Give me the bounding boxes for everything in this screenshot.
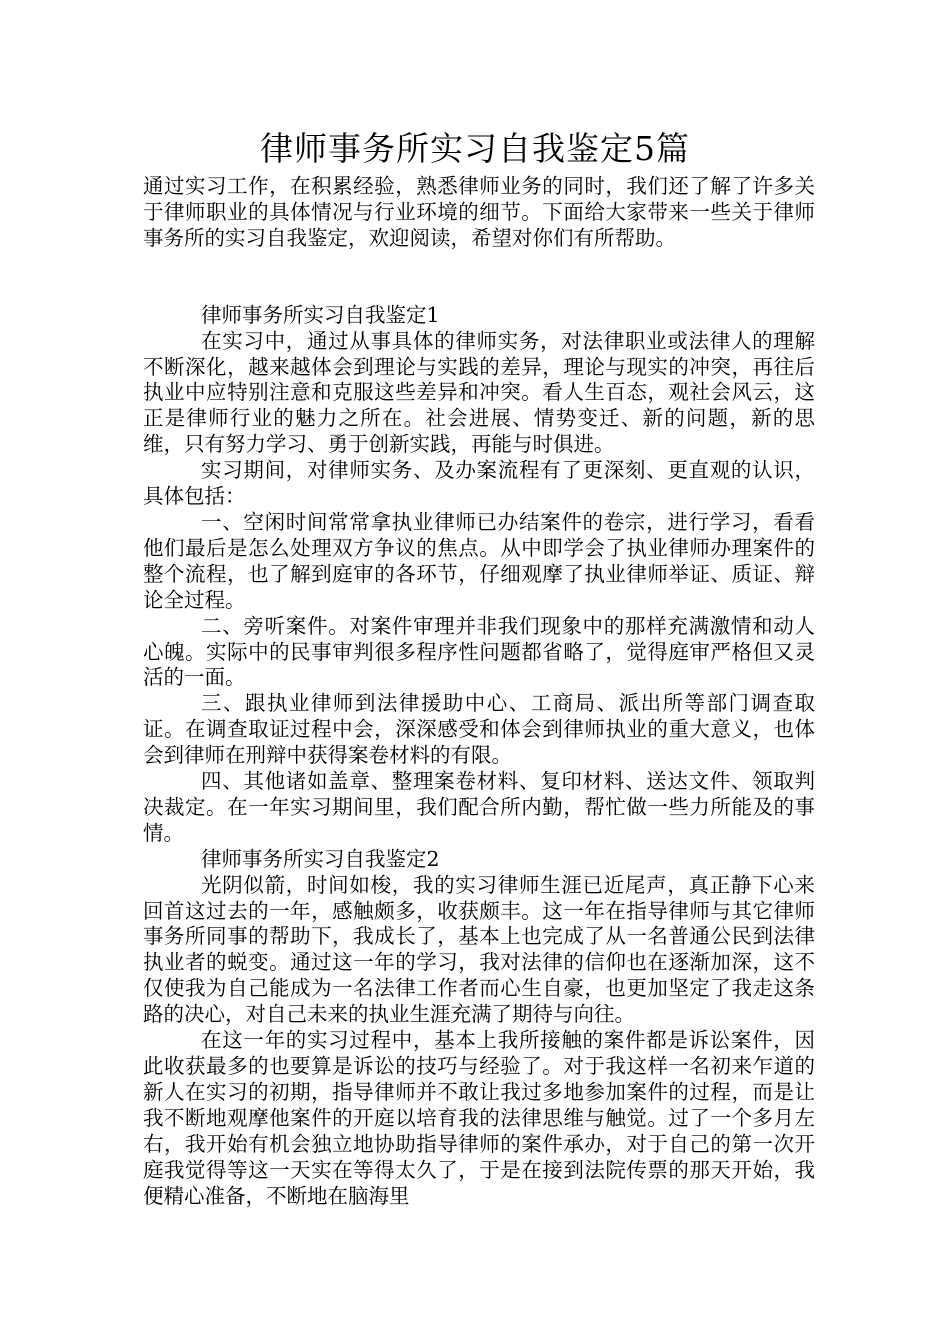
document-body	[143, 174, 815, 1209]
document-title: 律师事务所实习自我鉴定5篇	[260, 129, 690, 168]
section-heading-2: 律师事务所实习自我鉴定2	[201, 846, 440, 871]
section-1-paragraph: 一、空闲时间常常拿执业律师已办结案件的卷宗，进行学习，看看他们最后是怎么处理双方争议的焦点。从中即学会了执业律师办理案件的整个流程，也了解到庭审的各环节，仔细观摩了执业律师举证、质证、辩论全过程。	[143, 509, 815, 612]
section-1-paragraph: 二、旁听案件。对案件审理并非我们现象中的那样充满激情和动人心魄。实际中的民事审判很多程序性问题都省略了，觉得庭审严格但又灵活的一面。	[143, 613, 815, 690]
section-1-paragraph: 在实习中，通过从事具体的律师实务，对法律职业或法律人的理解不断深化，越来越体会到理论与实践的差异，理论与现实的冲突，再往后执业中应特别注意和克服这些差异和冲突。看人生百态，观社会风云，这正是律师行业的魅力之所在。社会进展、情势变迁、新的问题，新的思维，只有努力学习、勇于创新实践，再能与时俱进。	[143, 328, 815, 457]
section-1-paragraph: 四、其他诸如盖章、整理案卷材料、复印材料、送达文件、领取判决裁定。在一年实习期间里，我们配合所内勤，帮忙做一些力所能及的事情。	[143, 769, 815, 845]
section-2-paragraph: 在这一年的实习过程中，基本上我所接触的案件都是诉讼案件，因此收获最多的也要算是诉讼的技巧与经验了。对于我这样一名初来乍道的新人在实习的初期，指导律师并不敢让我过多地参加案件的过程，而是让我不断地观摩他案件的开庭以培育我的法律思维与触觉。过了一个多月左右，我开始有机会独立地协助指导律师的案件承办，对于自己的第一次开庭我觉得等这一天实在等得太久了，于是在接到法院传票的那天开始，我便精心准备，不断地在脑海里	[143, 1028, 815, 1208]
section-1-paragraph: 三、跟执业律师到法律援助中心、工商局、派出所等部门调查取证。在调查取证过程中会，深深感受和体会到律师执业的重大意义，也体会到律师在刑辩中获得案卷材料的有限。	[143, 691, 815, 768]
intro-paragraph: 通过实习工作，在积累经验，熟悉律师业务的同时，我们还了解了许多关于律师职业的具体情况与行业环境的细节。下面给大家带来一些关于律师事务所的实习自我鉴定，欢迎阅读，希望对你们有所帮助。	[143, 174, 815, 250]
section-2-paragraph: 光阴似箭，时间如梭，我的实习律师生涯已近尾声，真正静下心来回首这过去的一年，感触颇多，收获颇丰。这一年在指导律师与其它律师事务所同事的帮助下，我成长了，基本上也完成了从一名普通公民到法律执业者的蜕变。通过这一年的学习，我对法律的信仰也在逐渐加深，这不仅使我为自己能成为一名法律工作者而心生自豪，也更加坚定了我走这条路的决心，对自己未来的执业生涯充满了期待与向往。	[143, 872, 815, 1027]
section-heading-1: 律师事务所实习自我鉴定1	[201, 302, 440, 327]
blank-line	[143, 252, 815, 303]
section-1-paragraph: 实习期间，对律师实务、及办案流程有了更深刻、更直观的认识，具体包括：	[143, 458, 815, 509]
